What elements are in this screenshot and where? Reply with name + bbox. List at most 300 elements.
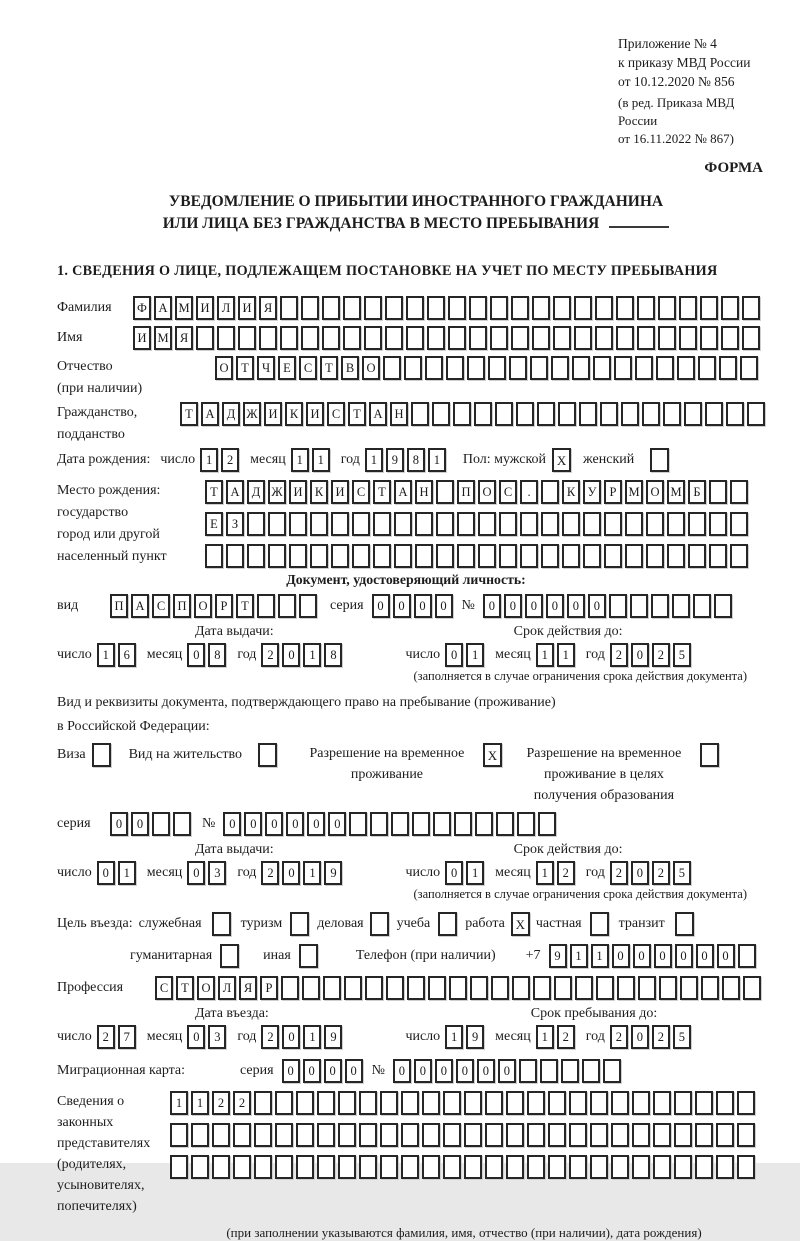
char-cell[interactable]: 2: [652, 643, 670, 667]
char-cell[interactable]: [595, 326, 613, 350]
char-cell[interactable]: 2: [610, 1025, 628, 1049]
char-cell[interactable]: [527, 1091, 545, 1115]
char-cell[interactable]: [590, 1123, 608, 1147]
char-cell[interactable]: И: [196, 296, 214, 320]
char-cell[interactable]: [646, 544, 664, 568]
char-cell[interactable]: 2: [221, 448, 239, 472]
char-cell[interactable]: [394, 544, 412, 568]
char-cell[interactable]: [632, 1155, 650, 1179]
char-cell[interactable]: [695, 1123, 713, 1147]
char-cell[interactable]: .: [520, 480, 538, 504]
char-cell[interactable]: [684, 402, 702, 426]
char-cell[interactable]: 0: [414, 1059, 432, 1083]
char-cell[interactable]: 1: [536, 861, 554, 885]
checkbox-transit[interactable]: [675, 912, 694, 936]
char-cell[interactable]: [593, 356, 611, 380]
char-cell[interactable]: [217, 326, 235, 350]
char-cell[interactable]: 0: [286, 812, 304, 836]
char-cell[interactable]: [506, 1155, 524, 1179]
char-cell[interactable]: [548, 1155, 566, 1179]
char-cell[interactable]: [609, 594, 627, 618]
char-cell[interactable]: [474, 402, 492, 426]
char-cell[interactable]: [583, 512, 601, 536]
char-cell[interactable]: [412, 812, 430, 836]
char-cell[interactable]: [464, 1155, 482, 1179]
char-cell[interactable]: 6: [118, 643, 136, 667]
char-cell[interactable]: [496, 812, 514, 836]
char-cell[interactable]: [464, 1123, 482, 1147]
char-cell[interactable]: 5: [673, 861, 691, 885]
char-cell[interactable]: [196, 326, 214, 350]
char-cell[interactable]: [275, 1123, 293, 1147]
char-cell[interactable]: [359, 1091, 377, 1115]
char-cell[interactable]: С: [152, 594, 170, 618]
char-cell[interactable]: [553, 296, 571, 320]
char-cell[interactable]: [653, 1123, 671, 1147]
char-cell[interactable]: [233, 1155, 251, 1179]
char-cell[interactable]: С: [299, 356, 317, 380]
char-cell[interactable]: 8: [208, 643, 226, 667]
char-cell[interactable]: У: [583, 480, 601, 504]
char-cell[interactable]: 0: [324, 1059, 342, 1083]
char-cell[interactable]: [646, 512, 664, 536]
char-cell[interactable]: 0: [282, 861, 300, 885]
char-cell[interactable]: Л: [218, 976, 236, 1000]
char-cell[interactable]: П: [457, 480, 475, 504]
char-cell[interactable]: П: [110, 594, 128, 618]
char-cell[interactable]: [506, 1123, 524, 1147]
char-cell[interactable]: Б: [688, 480, 706, 504]
char-cell[interactable]: [370, 812, 388, 836]
char-cell[interactable]: [289, 544, 307, 568]
char-cell[interactable]: [257, 594, 275, 618]
char-cell[interactable]: 0: [307, 812, 325, 836]
char-cell[interactable]: 0: [633, 944, 651, 968]
char-cell[interactable]: [425, 356, 443, 380]
char-cell[interactable]: [302, 976, 320, 1000]
char-cell[interactable]: 3: [208, 1025, 226, 1049]
char-cell[interactable]: [301, 326, 319, 350]
char-cell[interactable]: 0: [445, 643, 463, 667]
char-cell[interactable]: [470, 976, 488, 1000]
char-cell[interactable]: [343, 296, 361, 320]
char-cell[interactable]: [548, 1123, 566, 1147]
char-cell[interactable]: [322, 326, 340, 350]
char-cell[interactable]: А: [154, 296, 172, 320]
char-cell[interactable]: [391, 812, 409, 836]
char-cell[interactable]: 2: [261, 861, 279, 885]
char-cell[interactable]: [268, 544, 286, 568]
char-cell[interactable]: 0: [435, 594, 453, 618]
char-cell[interactable]: [170, 1155, 188, 1179]
char-cell[interactable]: [667, 512, 685, 536]
char-cell[interactable]: [730, 480, 748, 504]
char-cell[interactable]: [457, 512, 475, 536]
char-cell[interactable]: Ф: [133, 296, 151, 320]
char-cell[interactable]: [331, 512, 349, 536]
char-cell[interactable]: [278, 594, 296, 618]
char-cell[interactable]: С: [499, 480, 517, 504]
char-cell[interactable]: 1: [466, 643, 484, 667]
char-cell[interactable]: [373, 544, 391, 568]
char-cell[interactable]: Ж: [268, 480, 286, 504]
char-cell[interactable]: [590, 1155, 608, 1179]
char-cell[interactable]: [722, 976, 740, 1000]
char-cell[interactable]: [616, 326, 634, 350]
char-cell[interactable]: К: [310, 480, 328, 504]
char-cell[interactable]: [679, 326, 697, 350]
char-cell[interactable]: Т: [176, 976, 194, 1000]
char-cell[interactable]: [621, 402, 639, 426]
char-cell[interactable]: [247, 512, 265, 536]
char-cell[interactable]: [359, 1123, 377, 1147]
char-cell[interactable]: [635, 356, 653, 380]
char-cell[interactable]: 0: [631, 1025, 649, 1049]
char-cell[interactable]: 0: [223, 812, 241, 836]
char-cell[interactable]: 0: [282, 1059, 300, 1083]
char-cell[interactable]: С: [352, 480, 370, 504]
char-cell[interactable]: [747, 402, 765, 426]
char-cell[interactable]: [386, 976, 404, 1000]
char-cell[interactable]: 5: [673, 1025, 691, 1049]
checkbox-female[interactable]: [650, 448, 669, 472]
char-cell[interactable]: [443, 1155, 461, 1179]
char-cell[interactable]: [301, 296, 319, 320]
char-cell[interactable]: [449, 976, 467, 1000]
char-cell[interactable]: 0: [187, 861, 205, 885]
char-cell[interactable]: Л: [217, 296, 235, 320]
char-cell[interactable]: [656, 356, 674, 380]
char-cell[interactable]: 9: [549, 944, 567, 968]
char-cell[interactable]: 2: [212, 1091, 230, 1115]
char-cell[interactable]: [322, 296, 340, 320]
char-cell[interactable]: [323, 976, 341, 1000]
checkbox-work[interactable]: X: [511, 912, 530, 936]
char-cell[interactable]: [448, 296, 466, 320]
char-cell[interactable]: [427, 296, 445, 320]
char-cell[interactable]: [436, 512, 454, 536]
char-cell[interactable]: [331, 544, 349, 568]
char-cell[interactable]: [533, 976, 551, 1000]
char-cell[interactable]: С: [155, 976, 173, 1000]
char-cell[interactable]: [433, 812, 451, 836]
checkbox-other[interactable]: [299, 944, 318, 968]
char-cell[interactable]: 9: [466, 1025, 484, 1049]
char-cell[interactable]: [520, 512, 538, 536]
char-cell[interactable]: [499, 512, 517, 536]
char-cell[interactable]: [740, 356, 758, 380]
char-cell[interactable]: [385, 326, 403, 350]
char-cell[interactable]: [595, 296, 613, 320]
char-cell[interactable]: 1: [591, 944, 609, 968]
char-cell[interactable]: 0: [588, 594, 606, 618]
char-cell[interactable]: 2: [610, 861, 628, 885]
char-cell[interactable]: 1: [570, 944, 588, 968]
char-cell[interactable]: [475, 812, 493, 836]
char-cell[interactable]: 0: [282, 643, 300, 667]
char-cell[interactable]: [569, 1123, 587, 1147]
char-cell[interactable]: [737, 1155, 755, 1179]
char-cell[interactable]: 1: [466, 861, 484, 885]
char-cell[interactable]: [422, 1091, 440, 1115]
char-cell[interactable]: 2: [610, 643, 628, 667]
char-cell[interactable]: [296, 1091, 314, 1115]
char-cell[interactable]: [603, 1059, 621, 1083]
char-cell[interactable]: [247, 544, 265, 568]
char-cell[interactable]: Я: [175, 326, 193, 350]
char-cell[interactable]: [506, 1091, 524, 1115]
char-cell[interactable]: 1: [303, 643, 321, 667]
char-cell[interactable]: И: [306, 402, 324, 426]
char-cell[interactable]: [709, 480, 727, 504]
char-cell[interactable]: [625, 512, 643, 536]
char-cell[interactable]: [582, 1059, 600, 1083]
char-cell[interactable]: [280, 296, 298, 320]
checkbox-study[interactable]: [438, 912, 457, 936]
char-cell[interactable]: [575, 976, 593, 1000]
char-cell[interactable]: [530, 356, 548, 380]
char-cell[interactable]: 1: [312, 448, 330, 472]
char-cell[interactable]: [721, 296, 739, 320]
char-cell[interactable]: [428, 976, 446, 1000]
char-cell[interactable]: О: [197, 976, 215, 1000]
char-cell[interactable]: [658, 326, 676, 350]
char-cell[interactable]: [737, 1123, 755, 1147]
char-cell[interactable]: 7: [118, 1025, 136, 1049]
char-cell[interactable]: [380, 1091, 398, 1115]
char-cell[interactable]: М: [154, 326, 172, 350]
char-cell[interactable]: Т: [236, 594, 254, 618]
char-cell[interactable]: [561, 1059, 579, 1083]
char-cell[interactable]: [212, 1155, 230, 1179]
char-cell[interactable]: [716, 1155, 734, 1179]
char-cell[interactable]: 1: [445, 1025, 463, 1049]
char-cell[interactable]: [349, 812, 367, 836]
char-cell[interactable]: [380, 1123, 398, 1147]
char-cell[interactable]: [693, 594, 711, 618]
char-cell[interactable]: [540, 1059, 558, 1083]
char-cell[interactable]: 0: [546, 594, 564, 618]
char-cell[interactable]: [709, 544, 727, 568]
char-cell[interactable]: Т: [320, 356, 338, 380]
char-cell[interactable]: Е: [205, 512, 223, 536]
char-cell[interactable]: 0: [187, 643, 205, 667]
char-cell[interactable]: [569, 1091, 587, 1115]
char-cell[interactable]: [637, 296, 655, 320]
char-cell[interactable]: [469, 296, 487, 320]
char-cell[interactable]: О: [646, 480, 664, 504]
char-cell[interactable]: 0: [654, 944, 672, 968]
char-cell[interactable]: [226, 544, 244, 568]
char-cell[interactable]: [617, 976, 635, 1000]
char-cell[interactable]: А: [201, 402, 219, 426]
char-cell[interactable]: [289, 512, 307, 536]
char-cell[interactable]: [574, 326, 592, 350]
char-cell[interactable]: [562, 544, 580, 568]
char-cell[interactable]: [406, 296, 424, 320]
char-cell[interactable]: 0: [696, 944, 714, 968]
char-cell[interactable]: [233, 1123, 251, 1147]
char-cell[interactable]: [191, 1123, 209, 1147]
char-cell[interactable]: [268, 512, 286, 536]
char-cell[interactable]: [743, 976, 761, 1000]
char-cell[interactable]: З: [226, 512, 244, 536]
char-cell[interactable]: И: [331, 480, 349, 504]
char-cell[interactable]: [688, 544, 706, 568]
char-cell[interactable]: [401, 1123, 419, 1147]
char-cell[interactable]: 0: [393, 594, 411, 618]
char-cell[interactable]: [611, 1123, 629, 1147]
char-cell[interactable]: [453, 402, 471, 426]
checkbox-business[interactable]: [370, 912, 389, 936]
char-cell[interactable]: [519, 1059, 537, 1083]
char-cell[interactable]: [572, 356, 590, 380]
char-cell[interactable]: [495, 402, 513, 426]
char-cell[interactable]: [280, 326, 298, 350]
char-cell[interactable]: [383, 356, 401, 380]
char-cell[interactable]: 8: [407, 448, 425, 472]
char-cell[interactable]: [352, 512, 370, 536]
checkbox-male[interactable]: X: [552, 448, 571, 472]
char-cell[interactable]: [596, 976, 614, 1000]
char-cell[interactable]: [517, 812, 535, 836]
char-cell[interactable]: [275, 1091, 293, 1115]
char-cell[interactable]: И: [238, 296, 256, 320]
char-cell[interactable]: [259, 326, 277, 350]
char-cell[interactable]: В: [341, 356, 359, 380]
char-cell[interactable]: О: [194, 594, 212, 618]
char-cell[interactable]: [469, 326, 487, 350]
char-cell[interactable]: [310, 512, 328, 536]
char-cell[interactable]: 0: [265, 812, 283, 836]
char-cell[interactable]: [721, 326, 739, 350]
char-cell[interactable]: [317, 1123, 335, 1147]
char-cell[interactable]: [730, 544, 748, 568]
char-cell[interactable]: 2: [652, 1025, 670, 1049]
char-cell[interactable]: [616, 296, 634, 320]
char-cell[interactable]: И: [133, 326, 151, 350]
char-cell[interactable]: 1: [536, 1025, 554, 1049]
char-cell[interactable]: [422, 1123, 440, 1147]
char-cell[interactable]: П: [173, 594, 191, 618]
char-cell[interactable]: [742, 296, 760, 320]
char-cell[interactable]: С: [327, 402, 345, 426]
char-cell[interactable]: 1: [118, 861, 136, 885]
checkbox-tourism[interactable]: [290, 912, 309, 936]
char-cell[interactable]: [401, 1091, 419, 1115]
char-cell[interactable]: [653, 1155, 671, 1179]
char-cell[interactable]: [373, 512, 391, 536]
char-cell[interactable]: М: [667, 480, 685, 504]
char-cell[interactable]: [653, 1091, 671, 1115]
char-cell[interactable]: [672, 594, 690, 618]
char-cell[interactable]: 1: [557, 643, 575, 667]
char-cell[interactable]: 0: [110, 812, 128, 836]
char-cell[interactable]: [436, 480, 454, 504]
char-cell[interactable]: 0: [567, 594, 585, 618]
char-cell[interactable]: [659, 976, 677, 1000]
char-cell[interactable]: [638, 976, 656, 1000]
char-cell[interactable]: 0: [456, 1059, 474, 1083]
char-cell[interactable]: [407, 976, 425, 1000]
char-cell[interactable]: [714, 594, 732, 618]
char-cell[interactable]: [632, 1091, 650, 1115]
char-cell[interactable]: Н: [390, 402, 408, 426]
char-cell[interactable]: [310, 544, 328, 568]
char-cell[interactable]: [730, 512, 748, 536]
char-cell[interactable]: [488, 356, 506, 380]
char-cell[interactable]: [541, 512, 559, 536]
char-cell[interactable]: Т: [205, 480, 223, 504]
char-cell[interactable]: [554, 976, 572, 1000]
char-cell[interactable]: [338, 1155, 356, 1179]
char-cell[interactable]: [532, 326, 550, 350]
char-cell[interactable]: [520, 544, 538, 568]
char-cell[interactable]: [562, 512, 580, 536]
char-cell[interactable]: [677, 356, 695, 380]
char-cell[interactable]: 9: [324, 861, 342, 885]
char-cell[interactable]: 1: [170, 1091, 188, 1115]
char-cell[interactable]: 0: [187, 1025, 205, 1049]
char-cell[interactable]: А: [131, 594, 149, 618]
char-cell[interactable]: М: [625, 480, 643, 504]
char-cell[interactable]: А: [369, 402, 387, 426]
char-cell[interactable]: [205, 544, 223, 568]
char-cell[interactable]: 0: [414, 594, 432, 618]
char-cell[interactable]: [173, 812, 191, 836]
char-cell[interactable]: [537, 402, 555, 426]
char-cell[interactable]: 2: [233, 1091, 251, 1115]
char-cell[interactable]: [658, 296, 676, 320]
char-cell[interactable]: [604, 544, 622, 568]
char-cell[interactable]: [632, 1123, 650, 1147]
char-cell[interactable]: Н: [415, 480, 433, 504]
char-cell[interactable]: 0: [282, 1025, 300, 1049]
char-cell[interactable]: [558, 402, 576, 426]
checkbox-temporary-residence[interactable]: X: [483, 743, 502, 767]
char-cell[interactable]: [454, 812, 472, 836]
char-cell[interactable]: 2: [261, 1025, 279, 1049]
char-cell[interactable]: [343, 326, 361, 350]
char-cell[interactable]: 2: [557, 861, 575, 885]
char-cell[interactable]: 0: [303, 1059, 321, 1083]
char-cell[interactable]: [364, 296, 382, 320]
checkbox-humanitarian[interactable]: [220, 944, 239, 968]
char-cell[interactable]: [716, 1091, 734, 1115]
char-cell[interactable]: [642, 402, 660, 426]
char-cell[interactable]: [364, 326, 382, 350]
char-cell[interactable]: 0: [498, 1059, 516, 1083]
char-cell[interactable]: [538, 812, 556, 836]
char-cell[interactable]: 0: [97, 861, 115, 885]
char-cell[interactable]: [443, 1123, 461, 1147]
char-cell[interactable]: 2: [261, 643, 279, 667]
char-cell[interactable]: [511, 296, 529, 320]
char-cell[interactable]: [695, 1155, 713, 1179]
char-cell[interactable]: 0: [717, 944, 735, 968]
char-cell[interactable]: [630, 594, 648, 618]
char-cell[interactable]: 0: [131, 812, 149, 836]
char-cell[interactable]: [485, 1091, 503, 1115]
char-cell[interactable]: [674, 1123, 692, 1147]
char-cell[interactable]: 0: [372, 594, 390, 618]
char-cell[interactable]: 5: [673, 643, 691, 667]
char-cell[interactable]: [516, 402, 534, 426]
char-cell[interactable]: [401, 1155, 419, 1179]
char-cell[interactable]: [688, 512, 706, 536]
checkbox-private[interactable]: [590, 912, 609, 936]
char-cell[interactable]: 0: [393, 1059, 411, 1083]
